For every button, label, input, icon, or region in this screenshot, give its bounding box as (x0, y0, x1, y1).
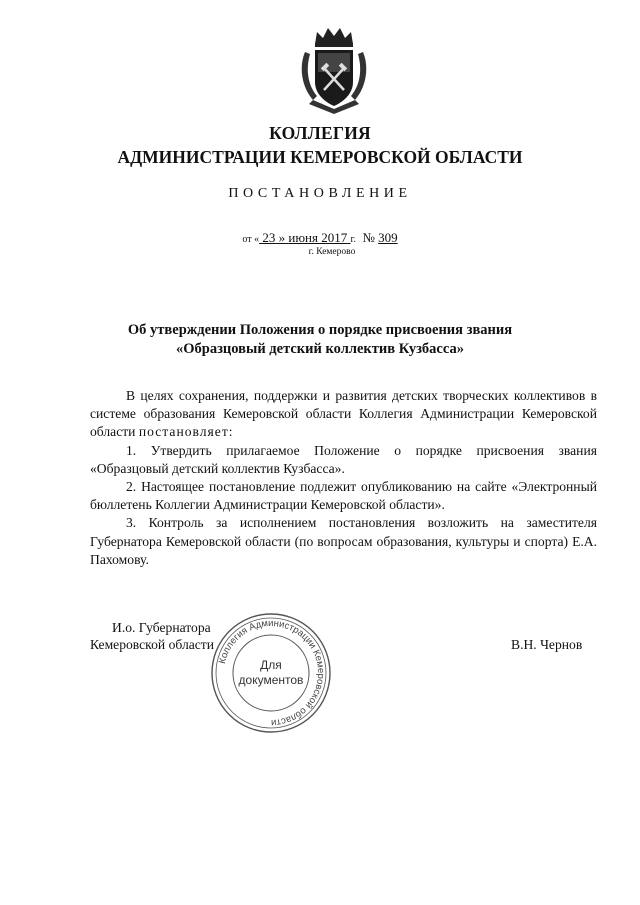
item-3: 3. Контроль за исполнением постановления возложить на заместителя Губернатора Кемеровской области (по вопросам образования, культуры и спорта) Е.А. Пахомову. (90, 515, 597, 567)
document-body (90, 387, 597, 569)
organization-title-line2: АДМИНИСТРАЦИИ КЕМЕРОВСКОЙ ОБЛАСТИ (117, 147, 523, 167)
svg-text:Коллегия Администрации Кемеров: Коллегия Администрации Кемеровской области (216, 617, 327, 729)
official-seal-stamp (209, 611, 333, 735)
signatory-name: В.Н. Чернов (511, 637, 583, 652)
item-1: 1. Утвердить прилагаемое Положение о порядке присвоения звания «Образцовый детский коллектив Кузбасса». (90, 442, 597, 476)
document-number: 309 (378, 230, 398, 245)
organization-title-line1: КОЛЛЕГИЯ (269, 123, 371, 143)
item-2: 2. Настоящее постановление подлежит опубликованию на сайте «Электронный бюллетень Коллегии Администрации Кемеровской области». (90, 479, 597, 513)
document-subject (0, 321, 640, 359)
date-day: 23 » июня 2017 (262, 230, 348, 245)
resolution-verb: постановляет: (138, 424, 234, 440)
subject-line2: «Образцовый детский коллектив Кузбасса» (176, 341, 464, 357)
date-month-year: июня 2017 (288, 230, 348, 245)
signatory-title-line1: И.о. Губернатора (112, 620, 211, 635)
subject-line1: Об утверждении Положения о порядке присвоения звания (127, 322, 513, 338)
intro-paragraph: В целях сохранения, поддержки и развития детских творческих коллективов в системе образования Кемеровской области Коллегия Администрации Кемеровской области постановляет: (90, 388, 597, 440)
document-type: ПОСТАНОВЛЕНИЕ (228, 186, 412, 201)
number-label: № (362, 230, 375, 245)
document-date-number (0, 230, 640, 246)
coat-of-arms-emblem (293, 24, 375, 116)
signatory-title-line2: Кемеровской области (90, 637, 215, 652)
city: г. Кемерово (308, 247, 356, 257)
date-prefix: от « (242, 234, 260, 245)
svg-text:Для: Для (260, 658, 282, 672)
svg-text:документов: документов (238, 673, 304, 687)
year-suffix: г. (350, 234, 356, 245)
